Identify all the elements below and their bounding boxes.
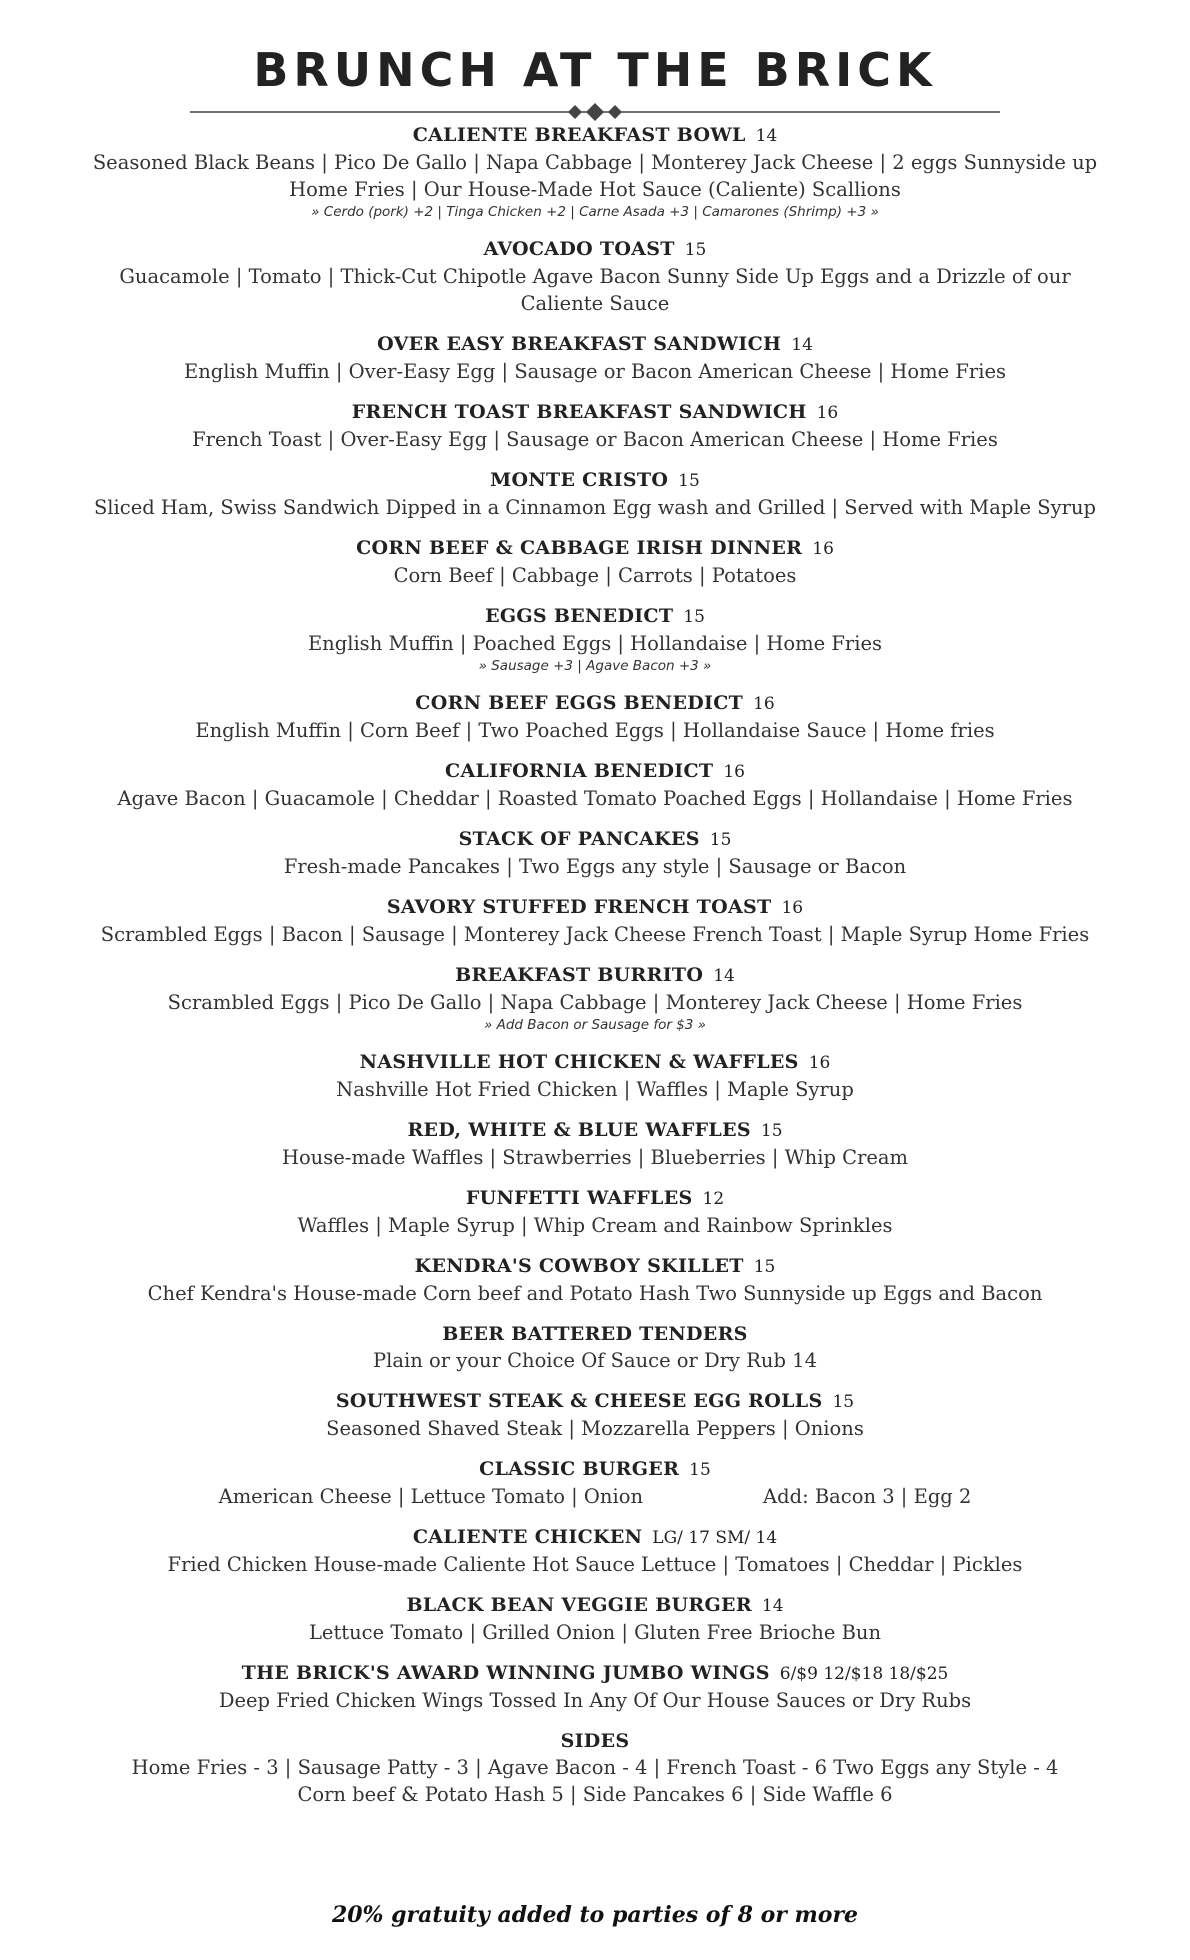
item-description: French Toast | Over-Easy Egg | Sausage or Bacon American Cheese | Home Fries — [192, 428, 998, 451]
item-price: 16 — [816, 403, 839, 423]
item-name: CALIENTE BREAKFAST BOWL — [412, 124, 746, 146]
item-description: Lettuce Tomato | Grilled Onion | Gluten Free Brioche Bun — [308, 1621, 882, 1644]
item-price: 15 — [689, 1460, 711, 1480]
item-price: 15 — [753, 1257, 776, 1277]
item-description: Home Fries | Our House-Made Hot Sauce (Caliente) Scallions — [289, 178, 901, 201]
item-description: Plain or your Choice Of Sauce or Dry Rub 14 — [373, 1349, 817, 1372]
menu-item-avocado-toast — [40, 236, 1150, 317]
item-name: THE BRICK'S AWARD WINNING JUMBO WINGS — [241, 1662, 770, 1684]
menu-item-kendra-s-cowboy-skillet — [40, 1253, 1150, 1307]
item-header — [40, 331, 1150, 358]
item-description: Deep Fried Chicken Wings Tossed In Any Of Our House Sauces or Dry Rubs — [218, 1689, 972, 1712]
burger-add-ons: Add: Bacon 3 | Egg 2 — [763, 1485, 972, 1508]
item-price: 15 — [678, 471, 700, 491]
item-description: Home Fries - 3 | Sausage Patty - 3 | Agave Bacon - 4 | French Toast - 6 Two Eggs any Style - 4 — [131, 1756, 1059, 1779]
item-description: English Muffin | Poached Eggs | Hollandaise | Home Fries — [307, 632, 883, 655]
item-description: Scrambled Eggs | Bacon | Sausage | Monterey Jack Cheese French Toast | Maple Syrup Home Fries — [100, 923, 1090, 946]
item-header — [40, 1728, 1150, 1754]
item-price: 16 — [812, 539, 834, 559]
gratuity-note: 20% gratuity added to parties of 8 or more — [331, 1902, 859, 1928]
item-header — [40, 1049, 1150, 1076]
item-description: Seasoned Shaved Steak | Mozzarella Peppers | Onions — [326, 1417, 864, 1440]
item-header — [40, 1388, 1150, 1415]
menu-item-caliente-chicken — [40, 1524, 1150, 1578]
menu-item-french-toast-breakfast-sandwich — [40, 399, 1150, 453]
item-name: CLASSIC BURGER — [479, 1458, 680, 1480]
item-header — [40, 826, 1150, 853]
item-description: House-made Waffles | Strawberries | Blueberries | Whip Cream — [281, 1146, 909, 1169]
item-name: SOUTHWEST STEAK & CHEESE EGG ROLLS — [335, 1390, 823, 1412]
item-name: FUNFETTI WAFFLES — [465, 1187, 693, 1209]
menu-item-corn-beef-cabbage-irish-dinner — [40, 535, 1150, 589]
item-name: CALIENTE CHICKEN — [412, 1526, 643, 1548]
item-header — [40, 399, 1150, 426]
item-price: 6/$9 12/$18 18/$25 — [779, 1664, 949, 1684]
item-name: CORN BEEF EGGS BENEDICT — [415, 692, 744, 714]
item-name: FRENCH TOAST BREAKFAST SANDWICH — [351, 401, 807, 423]
item-description: Scrambled Eggs | Pico De Gallo | Napa Cabbage | Monterey Jack Cheese | Home Fries — [167, 991, 1023, 1014]
item-price: 16 — [723, 762, 745, 782]
item-description — [40, 1483, 1150, 1510]
menu-item-caliente-breakfast-bowl — [40, 122, 1150, 222]
item-description: Fried Chicken House-made Caliente Hot Sauce Lettuce | Tomatoes | Cheddar | Pickles — [167, 1553, 1023, 1576]
burger-description-text: American Cheese | Lettuce Tomato | Onion — [218, 1485, 644, 1508]
item-description: Caliente Sauce — [520, 292, 670, 315]
menu-item-eggs-benedict — [40, 603, 1150, 676]
item-price: 14 — [755, 126, 778, 146]
item-name: BEER BATTERED TENDERS — [442, 1323, 748, 1345]
item-name: STACK OF PANCAKES — [458, 828, 700, 850]
item-header — [40, 1321, 1150, 1347]
item-header — [40, 1456, 1150, 1483]
item-price: 15 — [832, 1392, 855, 1412]
item-price: 16 — [781, 898, 804, 918]
item-description: Guacamole | Tomato | Thick-Cut Chipotle Agave Bacon Sunny Side Up Eggs and a Drizzle of our — [119, 265, 1071, 288]
title-divider — [190, 102, 1000, 122]
item-header — [40, 467, 1150, 494]
item-header — [40, 1117, 1150, 1144]
menu-item-southwest-steak-cheese-egg-rolls — [40, 1388, 1150, 1442]
item-description: Corn beef & Potato Hash 5 | Side Pancakes 6 | Side Waffle 6 — [297, 1783, 893, 1806]
item-header — [40, 1524, 1150, 1551]
item-header — [40, 690, 1150, 717]
menu-item-beer-battered-tenders — [40, 1321, 1150, 1374]
item-name: NASHVILLE HOT CHICKEN & WAFFLES — [359, 1051, 799, 1073]
menu-item-classic-burger — [40, 1456, 1150, 1510]
item-name: RED, WHITE & BLUE WAFFLES — [407, 1119, 751, 1141]
menu-item-the-brick-s-award-winning-jumbo-wings — [40, 1660, 1150, 1714]
item-header — [40, 1253, 1150, 1280]
item-description: Nashville Hot Fried Chicken | Waffles | Maple Syrup — [336, 1078, 854, 1101]
item-price: 14 — [791, 335, 813, 355]
menu-item-over-easy-breakfast-sandwich — [40, 331, 1150, 385]
item-header — [40, 1185, 1150, 1212]
menu-item-savory-stuffed-french-toast — [40, 894, 1150, 948]
item-name: OVER EASY BREAKFAST SANDWICH — [377, 333, 782, 355]
menu-list — [40, 122, 1150, 1822]
item-description: Corn Beef | Cabbage | Carrots | Potatoes — [393, 564, 797, 587]
item-add-ons: » Sausage +3 | Agave Bacon +3 » — [478, 658, 712, 674]
item-add-ons: » Cerdo (pork) +2 | Tinga Chicken +2 | Carne Asada +3 | Camarones (Shrimp) +3 » — [311, 204, 879, 220]
item-price: 16 — [753, 694, 775, 714]
item-price: 15 — [709, 830, 732, 850]
item-header — [40, 1660, 1150, 1687]
menu-item-california-benedict — [40, 758, 1150, 812]
item-name: EGGS BENEDICT — [485, 605, 674, 627]
item-price: 14 — [713, 966, 735, 986]
item-name: CORN BEEF & CABBAGE IRISH DINNER — [356, 537, 803, 559]
item-description: Waffles | Maple Syrup | Whip Cream and Rainbow Sprinkles — [297, 1214, 893, 1237]
item-description: Seasoned Black Beans | Pico De Gallo | Napa Cabbage | Monterey Jack Cheese | 2 eggs Sunnyside up — [92, 151, 1098, 174]
menu-item-corn-beef-eggs-benedict — [40, 690, 1150, 744]
menu-item-nashville-hot-chicken-waffles — [40, 1049, 1150, 1103]
item-header — [40, 758, 1150, 785]
item-name: AVOCADO TOAST — [483, 238, 675, 260]
menu-item-breakfast-burrito — [40, 962, 1150, 1035]
menu-item-monte-cristo — [40, 467, 1150, 521]
menu-item-sides — [40, 1728, 1150, 1808]
item-name: BLACK BEAN VEGGIE BURGER — [406, 1594, 752, 1616]
item-add-ons: » Add Bacon or Sausage for $3 » — [484, 1017, 706, 1033]
item-name: KENDRA'S COWBOY SKILLET — [414, 1255, 744, 1277]
item-price: 15 — [683, 607, 705, 627]
item-description: Fresh-made Pancakes | Two Eggs any style | Sausage or Bacon — [283, 855, 907, 878]
item-description: Sliced Ham, Swiss Sandwich Dipped in a Cinnamon Egg wash and Grilled | Served with Maple Syrup — [93, 496, 1097, 519]
item-header — [40, 236, 1150, 263]
item-name: CALIFORNIA BENEDICT — [445, 760, 714, 782]
item-name: BREAKFAST BURRITO — [455, 964, 704, 986]
menu-item-red-white-blue-waffles — [40, 1117, 1150, 1171]
item-header — [40, 962, 1150, 989]
item-description: Chef Kendra's House-made Corn beef and Potato Hash Two Sunnyside up Eggs and Bacon — [147, 1282, 1043, 1305]
item-header — [40, 122, 1150, 149]
item-price: 14 — [761, 1596, 784, 1616]
menu-title: BRUNCH AT THE BRICK — [253, 43, 937, 97]
item-header — [40, 535, 1150, 562]
menu-item-black-bean-veggie-burger — [40, 1592, 1150, 1646]
item-description: English Muffin | Over-Easy Egg | Sausage or Bacon American Cheese | Home Fries — [183, 360, 1007, 383]
item-description: English Muffin | Corn Beef | Two Poached Eggs | Hollandaise Sauce | Home fries — [195, 719, 995, 742]
item-name: MONTE CRISTO — [490, 469, 669, 491]
item-description: Agave Bacon | Guacamole | Cheddar | Roasted Tomato Poached Eggs | Hollandaise | Home Fries — [117, 787, 1073, 810]
item-price: 12 — [702, 1189, 725, 1209]
item-header — [40, 894, 1150, 921]
item-name: SIDES — [560, 1730, 630, 1752]
menu-item-stack-of-pancakes — [40, 826, 1150, 880]
item-price: 16 — [808, 1053, 831, 1073]
item-price: 15 — [684, 240, 707, 260]
item-name: SAVORY STUFFED FRENCH TOAST — [386, 896, 772, 918]
item-price: 15 — [760, 1121, 783, 1141]
menu-item-funfetti-waffles — [40, 1185, 1150, 1239]
item-header — [40, 603, 1150, 630]
item-price: LG/ 17 SM/ 14 — [652, 1528, 778, 1548]
item-header — [40, 1592, 1150, 1619]
